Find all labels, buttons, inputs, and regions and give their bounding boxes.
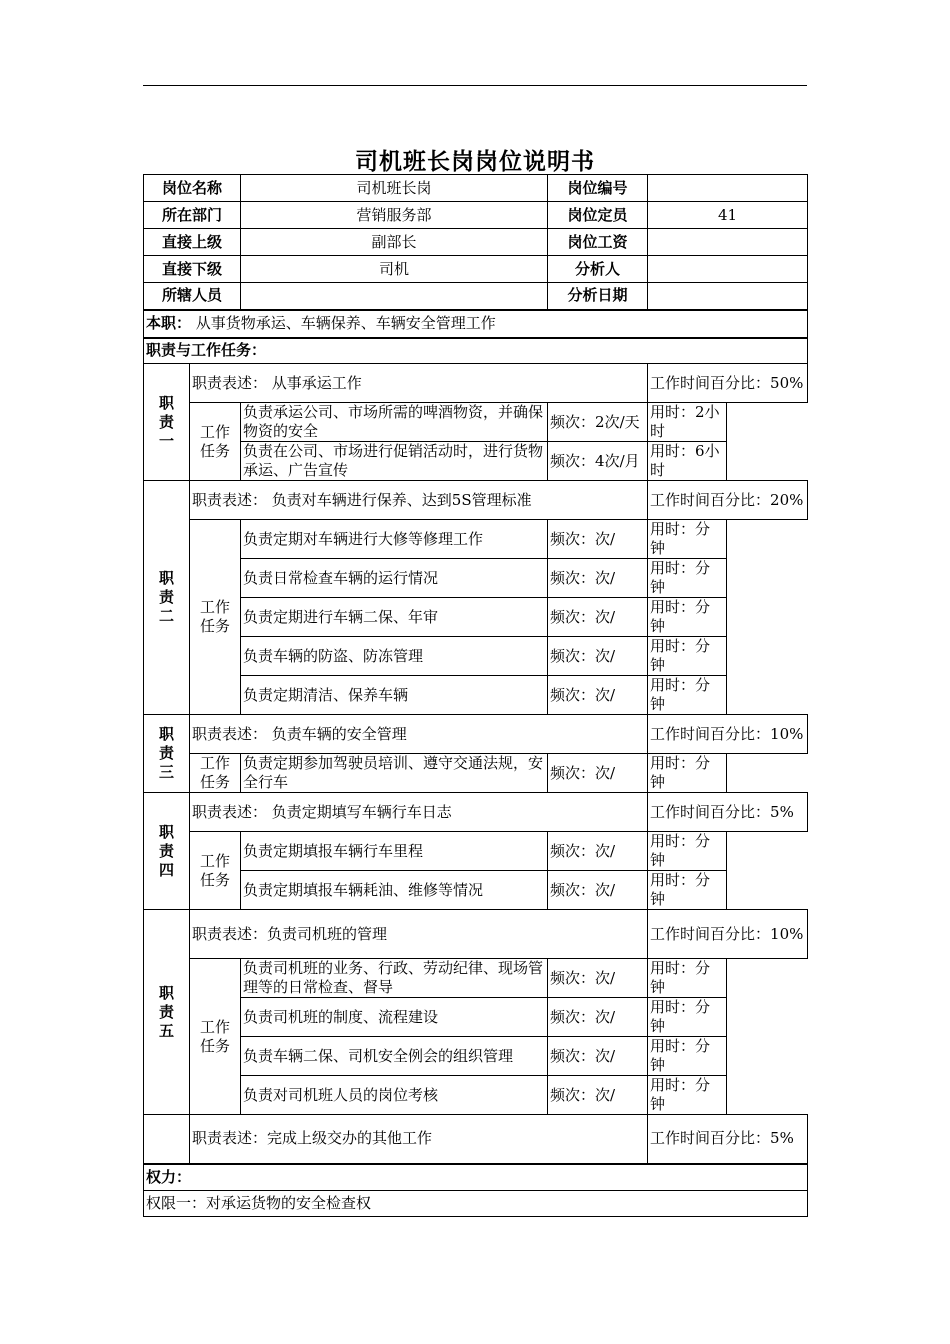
info-value: 41 [648, 202, 808, 229]
quanli-item: 权限一：对承运货物的安全检查权 [144, 1191, 808, 1217]
task-time: 用时：分钟 [648, 559, 727, 598]
info-value [648, 283, 808, 310]
task-frequency: 频次：次/ [548, 1076, 648, 1115]
info-value: 营销服务部 [241, 202, 548, 229]
task-frequency: 频次：4次/月 [548, 442, 648, 481]
task-time: 用时：分钟 [648, 1037, 727, 1076]
task-text: 负责日常检查车辆的运行情况 [241, 559, 548, 598]
info-value: 司机 [241, 256, 548, 283]
task-row [144, 520, 808, 559]
task-time: 用时：分钟 [648, 676, 727, 715]
quanli-item-row [144, 1191, 808, 1217]
duty-percent: 工作时间百分比：5% [648, 793, 808, 832]
task-time: 用时：分钟 [648, 871, 727, 910]
duties-header-row [144, 338, 808, 364]
task-frequency: 频次：2次/天 [548, 403, 648, 442]
info-row [144, 256, 808, 283]
task-text: 负责车辆的防盗、防冻管理 [241, 637, 548, 676]
task-text: 负责车辆二保、司机安全例会的组织管理 [241, 1037, 548, 1076]
duty-percent: 工作时间百分比：10% [648, 910, 808, 959]
duty-percent: 工作时间百分比：5% [648, 1115, 808, 1164]
task-text: 负责定期填报车辆耗油、维修等情况 [241, 871, 548, 910]
info-key: 所在部门 [144, 202, 241, 229]
task-row [144, 998, 808, 1037]
info-key: 所辖人员 [144, 283, 241, 310]
duty-desc-row [144, 481, 808, 520]
info-key: 岗位编号 [548, 175, 648, 202]
task-row [144, 871, 808, 910]
duty-desc-row [144, 910, 808, 959]
task-frequency: 频次：次/ [548, 754, 648, 793]
duty-name-empty [144, 1115, 190, 1164]
task-frequency: 频次：次/ [548, 637, 648, 676]
task-text: 负责定期清洁、保养车辆 [241, 676, 548, 715]
benzhi-text: 从事货物承运、车辆保养、车辆安全管理工作 [195, 314, 496, 332]
task-frequency: 频次：次/ [548, 1037, 648, 1076]
task-frequency: 频次：次/ [548, 559, 648, 598]
task-text: 负责在公司、市场进行促销活动时，进行货物承运、广告宣传 [241, 442, 548, 481]
task-frequency: 频次：次/ [548, 959, 648, 998]
duty-name: 职 责 三 [144, 715, 190, 793]
task-label: 工作 任务 [190, 403, 241, 481]
info-key: 分析人 [548, 256, 648, 283]
task-text: 负责司机班的制度、流程建设 [241, 998, 548, 1037]
info-row [144, 202, 808, 229]
task-frequency: 频次：次/ [548, 676, 648, 715]
benzhi-row [144, 310, 808, 338]
quanli-header-row [144, 1164, 808, 1191]
task-time: 用时：分钟 [648, 637, 727, 676]
task-time: 用时：分钟 [648, 598, 727, 637]
info-key: 直接上级 [144, 229, 241, 256]
duty-desc-row [144, 364, 808, 403]
info-value [648, 229, 808, 256]
info-value: 副部长 [241, 229, 548, 256]
info-key: 岗位定员 [548, 202, 648, 229]
duty-percent: 工作时间百分比：20% [648, 481, 808, 520]
task-frequency: 频次：次/ [548, 832, 648, 871]
duty-name: 职 责 二 [144, 481, 190, 715]
info-value [241, 283, 548, 310]
quanli-header: 权力： [144, 1164, 808, 1191]
duty-name: 职 责 四 [144, 793, 190, 910]
duty-desc-row [144, 793, 808, 832]
task-text: 负责定期参加驾驶员培训、遵守交通法规，安全行车 [241, 754, 548, 793]
task-time: 用时：2小时 [648, 403, 727, 442]
task-frequency: 频次：次/ [548, 871, 648, 910]
task-frequency: 频次：次/ [548, 520, 648, 559]
task-text: 负责定期填报车辆行车里程 [241, 832, 548, 871]
task-text: 负责定期进行车辆二保、年审 [241, 598, 548, 637]
task-time: 用时：分钟 [648, 1076, 727, 1115]
task-row [144, 1037, 808, 1076]
task-row [144, 403, 808, 442]
duty-desc: 职责表述： 从事承运工作 [190, 364, 648, 403]
duties-header: 职责与工作任务： [144, 338, 808, 364]
info-key: 岗位工资 [548, 229, 648, 256]
task-row [144, 442, 808, 481]
duty-desc-row [144, 715, 808, 754]
task-text: 负责定期对车辆进行大修等修理工作 [241, 520, 548, 559]
info-value: 司机班长岗 [241, 175, 548, 202]
benzhi-label: 本职： [146, 314, 192, 332]
task-time: 用时：分钟 [648, 520, 727, 559]
duty-name: 职 责 五 [144, 910, 190, 1115]
info-key: 分析日期 [548, 283, 648, 310]
task-frequency: 频次：次/ [548, 998, 648, 1037]
task-row [144, 754, 808, 793]
duty-percent: 工作时间百分比：10% [648, 715, 808, 754]
task-row [144, 832, 808, 871]
duty-desc: 职责表述： 负责定期填写车辆行车日志 [190, 793, 648, 832]
task-row [144, 598, 808, 637]
info-value [648, 256, 808, 283]
info-key: 岗位名称 [144, 175, 241, 202]
info-row [144, 229, 808, 256]
task-text: 负责司机班的业务、行政、劳动纪律、现场管理等的日常检查、督导 [241, 959, 548, 998]
task-text: 负责对司机班人员的岗位考核 [241, 1076, 548, 1115]
task-time: 用时：分钟 [648, 959, 727, 998]
task-row [144, 959, 808, 998]
duty-desc: 职责表述： 负责对车辆进行保养、达到5S管理标准 [190, 481, 648, 520]
duty-desc: 职责表述：负责司机班的管理 [190, 910, 648, 959]
task-row [144, 1076, 808, 1115]
duty-percent: 工作时间百分比：50% [648, 364, 808, 403]
info-key: 直接下级 [144, 256, 241, 283]
task-label: 工作 任务 [190, 959, 241, 1115]
task-frequency: 频次：次/ [548, 598, 648, 637]
task-time: 用时：6小时 [648, 442, 727, 481]
task-time: 用时：分钟 [648, 754, 727, 793]
info-value [648, 175, 808, 202]
task-row [144, 559, 808, 598]
task-row [144, 676, 808, 715]
task-row [144, 637, 808, 676]
task-time: 用时：分钟 [648, 998, 727, 1037]
duty-name: 职 责 一 [144, 364, 190, 481]
info-row [144, 175, 808, 202]
info-row [144, 283, 808, 310]
task-label: 工作 任务 [190, 520, 241, 715]
task-label: 工作 任务 [190, 832, 241, 910]
duty-desc: 职责表述： 负责车辆的安全管理 [190, 715, 648, 754]
page-title: 司机班长岗岗位说明书 [355, 149, 595, 175]
task-label: 工作 任务 [190, 754, 241, 793]
job-description-table [143, 174, 808, 1217]
benzhi-cell [144, 310, 808, 338]
task-time: 用时：分钟 [648, 832, 727, 871]
header-rule [143, 85, 807, 86]
duty-desc-row [144, 1115, 808, 1164]
duty-desc: 职责表述：完成上级交办的其他工作 [190, 1115, 648, 1164]
task-text: 负责承运公司、市场所需的啤酒物资，并确保物资的安全 [241, 403, 548, 442]
